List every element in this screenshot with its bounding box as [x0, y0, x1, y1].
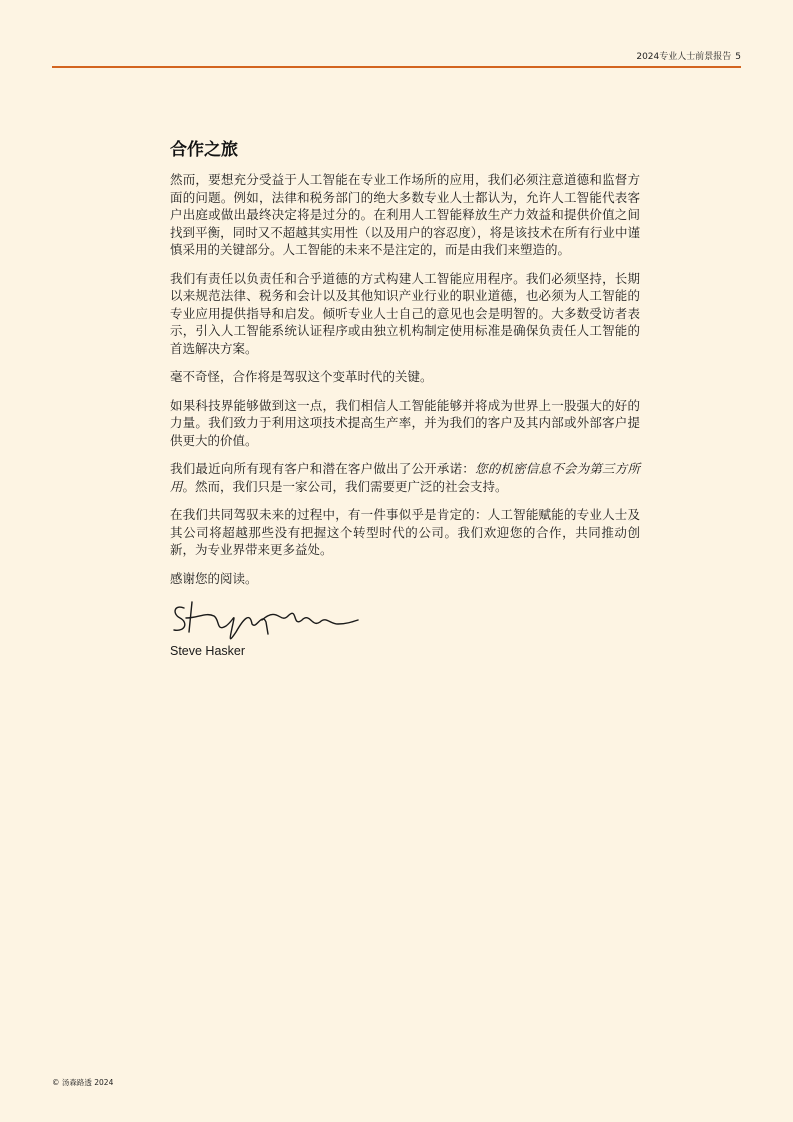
signer-name: Steve Hasker: [170, 644, 246, 658]
main-content: [170, 138, 640, 658]
paragraph-5-start: 我们最近向所有现有客户和潜在客户做出了公开承诺：: [170, 461, 475, 476]
paragraph-3: 毫不奇怪，合作将是驾驭这个变革时代的关键。: [170, 369, 433, 384]
header-rule: [52, 66, 741, 68]
closing-line: 感谢您的阅读。: [170, 570, 258, 586]
paragraph-1: 然而，要想充分受益于人工智能在专业工作场所的应用，我们必须注意道德和监督方面的问题。例如，法律和税务部门的绝大多数专业人士都认为，允许人工智能代表客户出庭或做出最终决定将是过分的。在利用人工智能释放生产力效益和提供价值之间找到平衡，同时又不超越其实用性（以及用户的容忍度），将是该技术在所有行业中谨慎采用的关键部分。人工智能的未来不是注定的，而是由我们来塑造的。: [170, 172, 640, 257]
signature: [170, 598, 360, 640]
paragraph-4: 如果科技界能够做到这一点，我们相信人工智能能够并将成为世界上一股强大的好的力量。我们致力于利用这项技术提高生产率，并为我们的客户及其内部或外部客户提供更大的价值。: [170, 397, 640, 448]
section-title: 合作之旅: [170, 140, 238, 160]
running-header: [636, 49, 741, 62]
page-number: 5: [735, 52, 741, 62]
paragraph-5-end: 。然而，我们只是一家公司，我们需要更广泛的社会支持。: [182, 478, 508, 494]
report-title: 2024专业人士前景报告: [636, 52, 732, 62]
paragraph-5: [170, 460, 640, 495]
paragraph-6: 在我们共同驾驭未来的过程中，有一件事似乎是肯定的：人工智能赋能的专业人士及其公司将超越那些没有把握这个转型时代的公司。我们欢迎您的合作，共同推动创新，为专业界带来更多益处。: [170, 507, 640, 557]
paragraph-5-italic: 您的机密信息不会为第三方所用: [170, 461, 640, 494]
paragraph-2: 我们有责任以负责任和合乎道德的方式构建人工智能应用程序。我们必须坚持，长期以来规范法律、税务和会计以及其他知识产业行业的职业道德，也必须为人工智能的专业应用提供指导和启发。倾听专业人士自己的意见也会是明智的。大多数受访者表示，引入人工智能系统认证程序或由独立机构制定使用标准是确保负责任人工智能的首选解决方案。: [170, 270, 640, 356]
footer-copyright: © 汤森路透 2024: [52, 1078, 114, 1087]
